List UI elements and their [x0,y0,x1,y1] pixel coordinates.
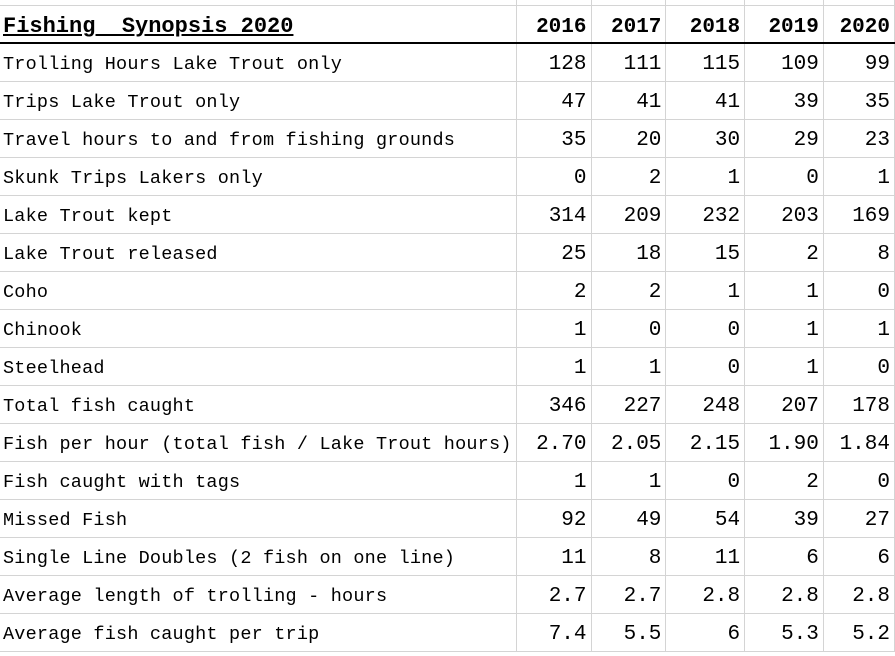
value-cell-2019[interactable]: 1.90 [745,423,824,461]
row-label[interactable]: Fish caught with tags [0,461,516,499]
value-cell-2017[interactable]: 1 [591,461,666,499]
table-row [0,423,895,461]
value-cell-2019[interactable]: 207 [745,385,824,423]
value-cell-2019[interactable]: 29 [745,119,824,157]
value-cell-2016[interactable]: 25 [516,233,591,271]
value-cell-2018[interactable]: 41 [666,81,745,119]
row-label[interactable]: Total fish caught [0,385,516,423]
table-row [0,195,895,233]
row-label[interactable]: Lake Trout kept [0,195,516,233]
table-row [0,271,895,309]
value-cell-2019[interactable]: 1 [745,309,824,347]
value-cell-2020[interactable]: 27 [823,499,894,537]
year-header[interactable]: 2020 [823,5,894,43]
table-row [0,233,895,271]
value-cell-2017[interactable]: 18 [591,233,666,271]
value-cell-2018[interactable]: 15 [666,233,745,271]
value-cell-2018[interactable]: 232 [666,195,745,233]
value-cell-2020[interactable]: 2.8 [823,575,894,613]
value-cell-2019[interactable]: 1 [745,271,824,309]
row-label[interactable]: Skunk Trips Lakers only [0,157,516,195]
value-cell-2018[interactable]: 1 [666,271,745,309]
value-cell-2020[interactable]: 1 [823,157,894,195]
value-cell-2019[interactable]: 203 [745,195,824,233]
value-cell-2020[interactable]: 178 [823,385,894,423]
table-row [0,613,895,651]
row-label[interactable]: Trolling Hours Lake Trout only [0,43,516,81]
value-cell-2016[interactable]: 1 [516,461,591,499]
value-cell-2017[interactable]: 49 [591,499,666,537]
value-cell-2016[interactable]: 2.7 [516,575,591,613]
value-cell-2017[interactable]: 41 [591,81,666,119]
value-cell-2017[interactable]: 227 [591,385,666,423]
value-cell-2020[interactable]: 8 [823,233,894,271]
value-cell-2016[interactable]: 11 [516,537,591,575]
sheet-title[interactable]: Fishing Synopsis 2020 [0,5,516,43]
table-row [0,309,895,347]
year-header[interactable]: 2016 [516,5,591,43]
table-row [0,81,895,119]
value-cell-2019[interactable]: 1 [745,347,824,385]
value-cell-2019[interactable]: 2.8 [745,575,824,613]
value-cell-2019[interactable]: 109 [745,43,824,81]
table-row [0,157,895,195]
value-cell-2016[interactable]: 92 [516,499,591,537]
table-row [0,499,895,537]
value-cell-2018[interactable]: 11 [666,537,745,575]
value-cell-2018[interactable]: 0 [666,309,745,347]
row-label[interactable]: Travel hours to and from fishing grounds [0,119,516,157]
value-cell-2020[interactable]: 35 [823,81,894,119]
value-cell-2020[interactable]: 0 [823,347,894,385]
value-cell-2017[interactable]: 2.7 [591,575,666,613]
value-cell-2019[interactable]: 2 [745,233,824,271]
table-row [0,461,895,499]
table-row [0,119,895,157]
value-cell-2018[interactable]: 30 [666,119,745,157]
value-cell-2019[interactable]: 39 [745,81,824,119]
value-cell-2016[interactable]: 0 [516,157,591,195]
value-cell-2019[interactable]: 0 [745,157,824,195]
value-cell-2017[interactable]: 111 [591,43,666,81]
value-cell-2020[interactable]: 6 [823,537,894,575]
value-cell-2019[interactable]: 6 [745,537,824,575]
value-cell-2016[interactable]: 128 [516,43,591,81]
value-cell-2018[interactable]: 0 [666,461,745,499]
value-cell-2018[interactable]: 115 [666,43,745,81]
value-cell-2020[interactable]: 23 [823,119,894,157]
table-row [0,385,895,423]
value-cell-2016[interactable]: 1 [516,309,591,347]
value-cell-2017[interactable]: 8 [591,537,666,575]
value-cell-2017[interactable]: 5.5 [591,613,666,651]
value-cell-2018[interactable]: 2.8 [666,575,745,613]
row-label[interactable]: Average length of trolling - hours [0,575,516,613]
value-cell-2017[interactable]: 20 [591,119,666,157]
value-cell-2016[interactable]: 1 [516,347,591,385]
year-header[interactable]: 2017 [591,5,666,43]
row-label[interactable]: Coho [0,271,516,309]
value-cell-2020[interactable]: 0 [823,461,894,499]
value-cell-2018[interactable]: 54 [666,499,745,537]
value-cell-2016[interactable]: 314 [516,195,591,233]
table-row [0,347,895,385]
value-cell-2017[interactable]: 1 [591,347,666,385]
value-cell-2019[interactable]: 2 [745,461,824,499]
row-label[interactable]: Average fish caught per trip [0,613,516,651]
value-cell-2016[interactable]: 2 [516,271,591,309]
value-cell-2018[interactable]: 0 [666,347,745,385]
value-cell-2020[interactable]: 1.84 [823,423,894,461]
row-label[interactable]: Steelhead [0,347,516,385]
value-cell-2018[interactable]: 248 [666,385,745,423]
value-cell-2017[interactable]: 0 [591,309,666,347]
year-header[interactable]: 2018 [666,5,745,43]
table-row [0,43,895,81]
row-label[interactable]: Trips Lake Trout only [0,81,516,119]
row-label[interactable]: Fish per hour (total fish / Lake Trout hours) [0,423,516,461]
value-cell-2019[interactable]: 5.3 [745,613,824,651]
value-cell-2020[interactable]: 169 [823,195,894,233]
row-label[interactable]: Single Line Doubles (2 fish on one line) [0,537,516,575]
value-cell-2017[interactable]: 2.05 [591,423,666,461]
value-cell-2019[interactable]: 39 [745,499,824,537]
value-cell-2017[interactable]: 2 [591,271,666,309]
table-row [0,537,895,575]
value-cell-2017[interactable]: 2 [591,157,666,195]
value-cell-2018[interactable]: 2.15 [666,423,745,461]
value-cell-2016[interactable]: 2.70 [516,423,591,461]
year-header[interactable]: 2019 [745,5,824,43]
value-cell-2020[interactable]: 99 [823,43,894,81]
value-cell-2016[interactable]: 7.4 [516,613,591,651]
row-label[interactable]: Missed Fish [0,499,516,537]
value-cell-2017[interactable]: 209 [591,195,666,233]
table-row [0,575,895,613]
header-row [0,5,895,43]
value-cell-2016[interactable]: 35 [516,119,591,157]
value-cell-2020[interactable]: 1 [823,309,894,347]
value-cell-2018[interactable]: 1 [666,157,745,195]
row-label[interactable]: Chinook [0,309,516,347]
value-cell-2018[interactable]: 6 [666,613,745,651]
value-cell-2016[interactable]: 47 [516,81,591,119]
value-cell-2020[interactable]: 0 [823,271,894,309]
row-label[interactable]: Lake Trout released [0,233,516,271]
value-cell-2016[interactable]: 346 [516,385,591,423]
value-cell-2020[interactable]: 5.2 [823,613,894,651]
